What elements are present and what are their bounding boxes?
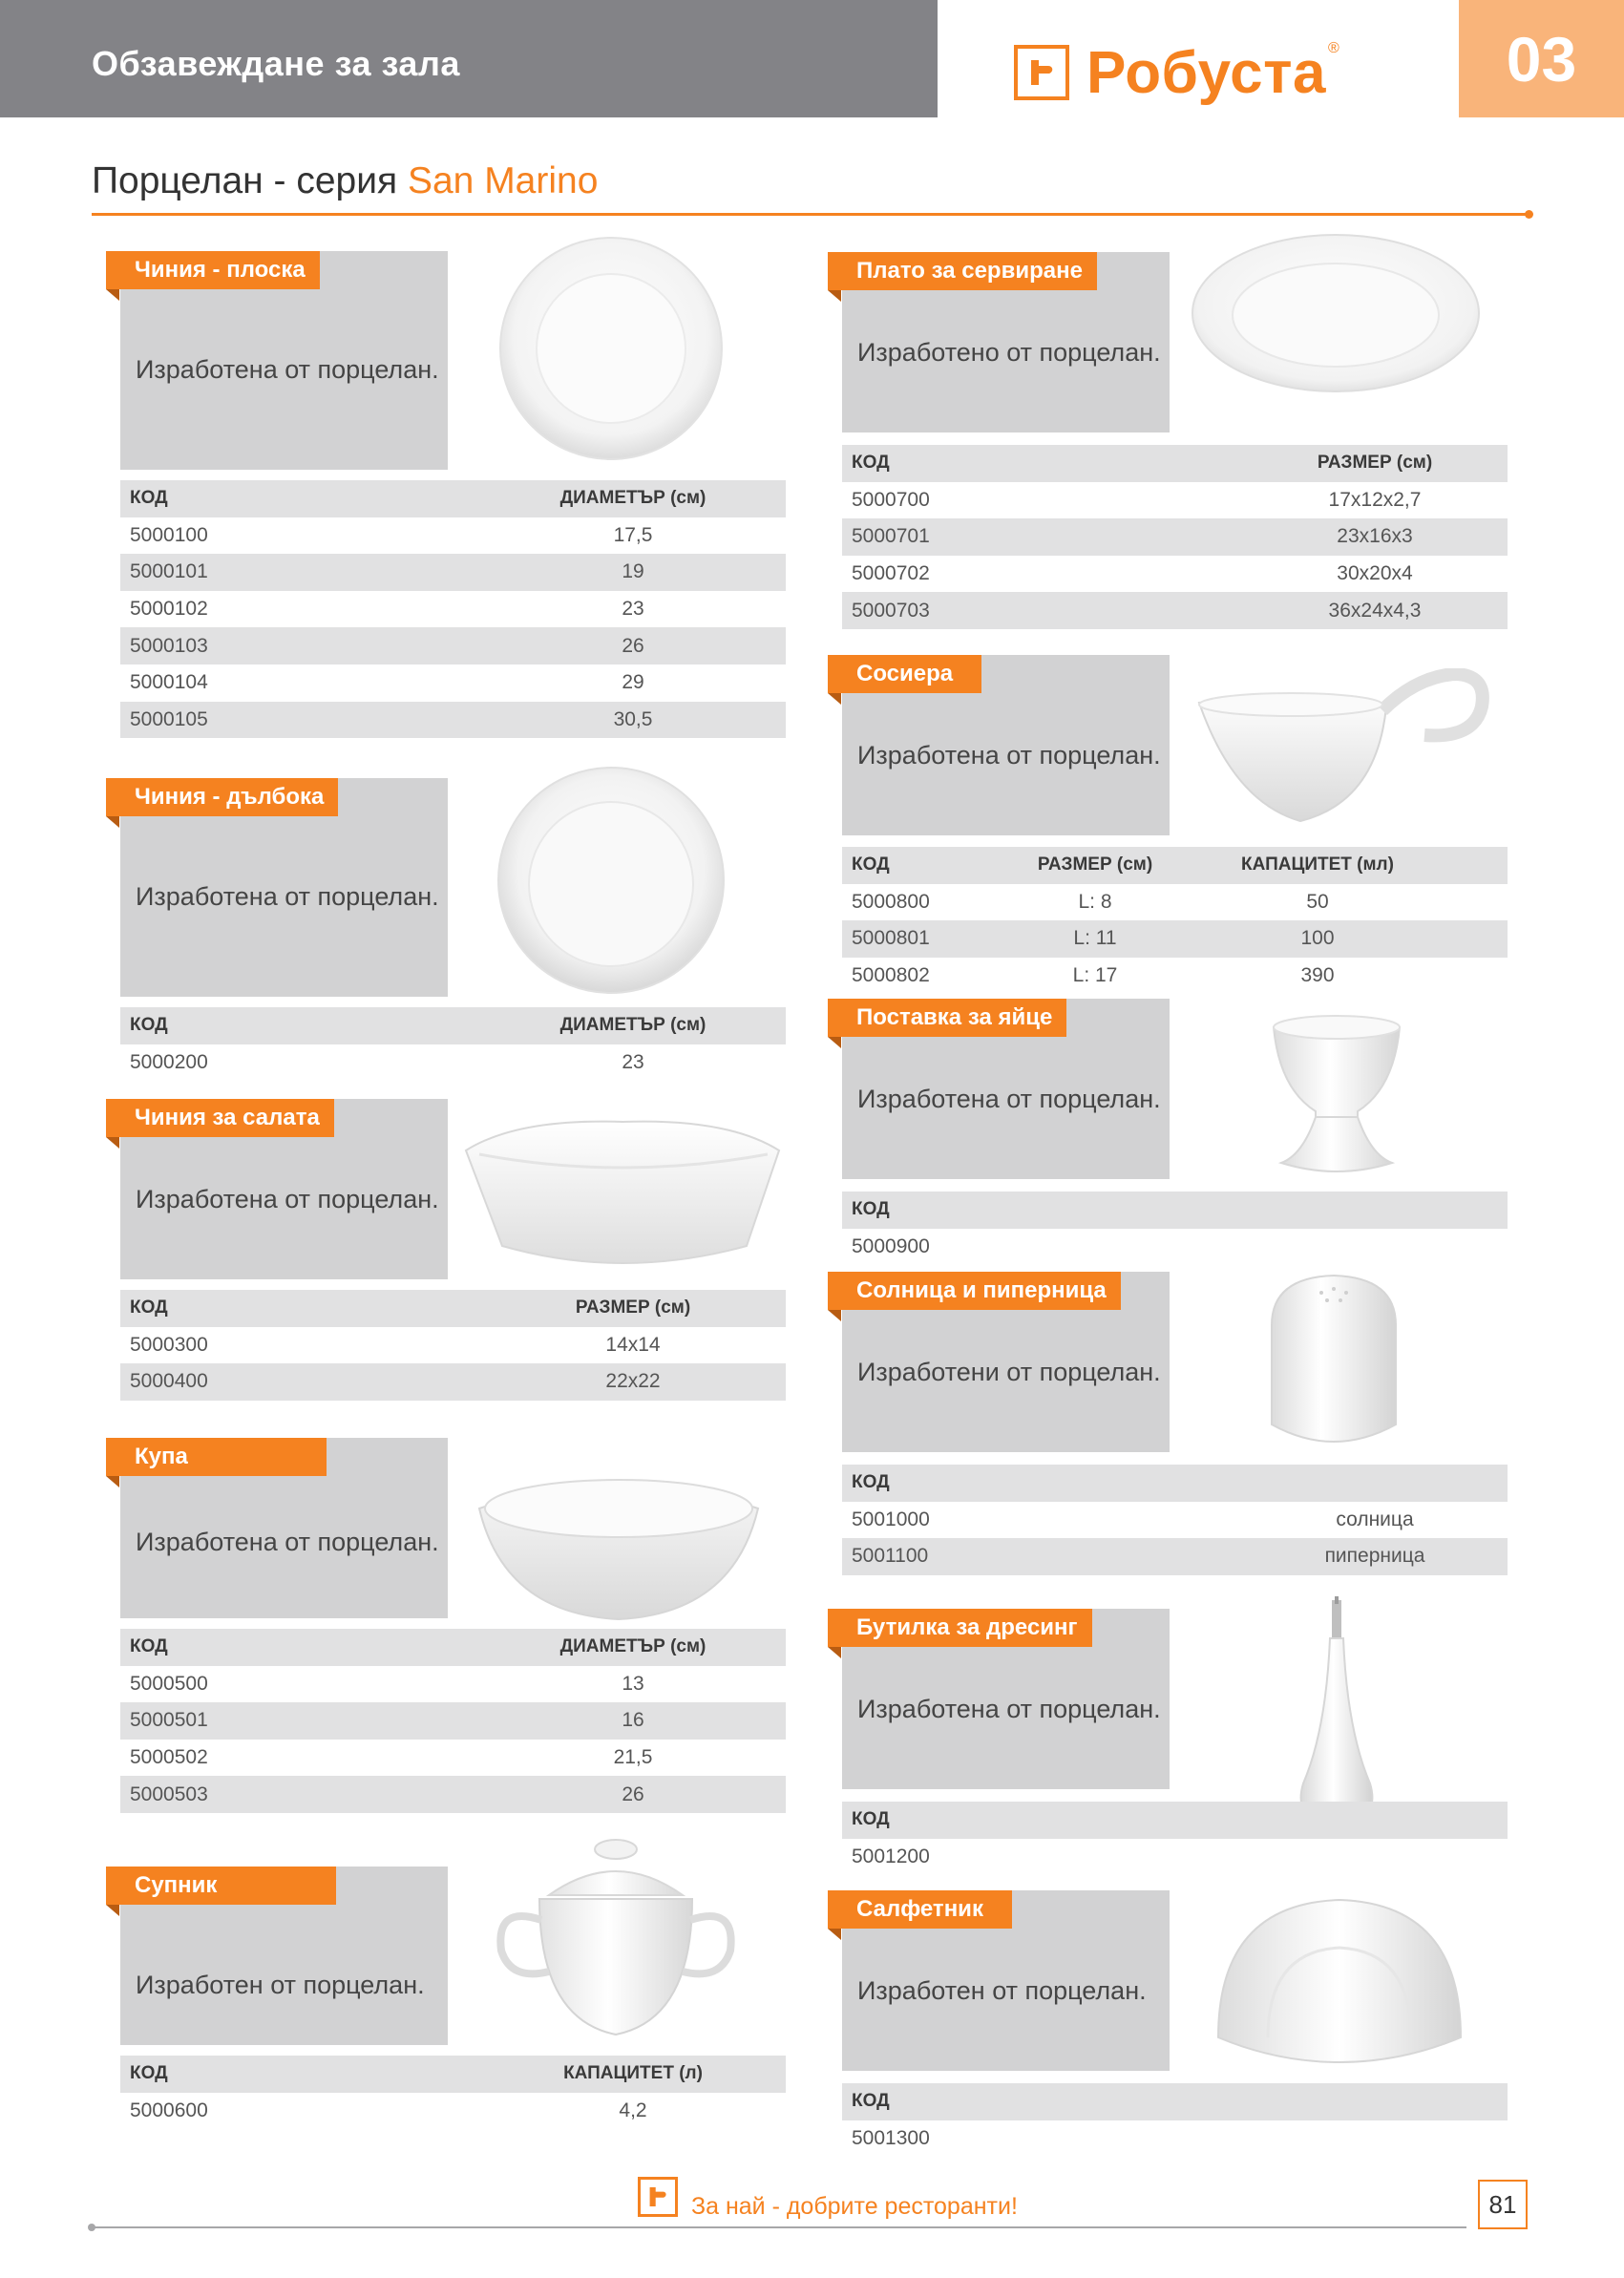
brand-name: Робуста [1086, 39, 1326, 106]
table-row [120, 1702, 786, 1740]
table-cell: 5000701 [852, 525, 930, 548]
column-header: КОД [852, 1809, 890, 1830]
table-row [120, 1740, 786, 1777]
product-table-napkin-holder [842, 2083, 1508, 2157]
table-cell: 26 [622, 634, 644, 657]
product-title-platter: Плато за сервиране [828, 252, 1097, 290]
table-header [842, 1192, 1508, 1229]
product-table-flat-plate [120, 480, 786, 738]
column-header: ДИАМЕТЪР (см) [559, 488, 707, 509]
table-cell: 5000101 [130, 560, 208, 583]
product-table-deep-plate [120, 1007, 786, 1081]
product-table-salad-plate [120, 1290, 786, 1401]
product-table-dressing-bottle [842, 1802, 1508, 1875]
table-cell: 100 [1300, 927, 1335, 950]
table-cell: 5000700 [852, 488, 930, 511]
product-table-platter [842, 445, 1508, 629]
table-cell: 23 [622, 598, 644, 621]
table-cell: 50 [1306, 890, 1329, 913]
table-cell: L: 17 [1072, 964, 1118, 987]
column-header: КОД [130, 1636, 168, 1657]
footer-logo-icon [638, 2177, 678, 2217]
product-title-flat-plate: Чиния - плоска [106, 251, 320, 289]
column-header: КОД [852, 1472, 890, 1493]
product-title-sauce-boat: Сосиера [828, 655, 981, 693]
table-cell: 36x24x4,3 [1328, 599, 1422, 622]
table-cell: 30,5 [613, 707, 653, 730]
table-header [842, 1465, 1508, 1502]
table-row [842, 518, 1508, 556]
table-cell: 5000900 [852, 1234, 930, 1257]
table-cell: солница [1336, 1508, 1414, 1530]
title-divider [92, 213, 1528, 216]
product-description: Изработена от порцелан. [136, 882, 439, 911]
product-description: Изработен от порцелан. [857, 1976, 1147, 2005]
table-cell: 17x12x2,7 [1328, 488, 1422, 511]
table-cell: 5000100 [130, 523, 208, 546]
table-cell: 5000102 [130, 598, 208, 621]
table-cell: 5000300 [130, 1333, 208, 1356]
table-row [120, 2093, 786, 2130]
product-description: Изработени от порцелан. [857, 1358, 1161, 1386]
table-cell: 5000800 [852, 890, 930, 913]
column-header: КОД [852, 453, 890, 474]
product-description: Изработена от порцелан. [136, 1528, 439, 1556]
table-cell: 5000104 [130, 671, 208, 694]
table-cell: 5000200 [130, 1050, 208, 1073]
salad-plate-image [460, 1112, 785, 1275]
table-cell: 26 [622, 1782, 644, 1805]
table-row [842, 1229, 1508, 1266]
column-header: КОД [852, 1199, 890, 1220]
table-row [120, 1044, 786, 1082]
table-cell: 22x22 [605, 1370, 661, 1393]
page-title-series: San Marino [407, 160, 599, 201]
table-header [842, 1802, 1508, 1839]
platter-image [1190, 231, 1482, 395]
table-cell: 29 [622, 671, 644, 694]
table-row [842, 1502, 1508, 1539]
table-cell: L: 11 [1073, 927, 1117, 950]
bowl-image [475, 1470, 762, 1623]
column-header: РАЗМЕР (см) [1317, 453, 1433, 474]
column-header: КОД [130, 1297, 168, 1318]
product-description: Изработена от порцелан. [857, 741, 1161, 770]
brand-mark-icon [1014, 45, 1069, 100]
table-row [120, 517, 786, 555]
page-title-prefix: Порцелан - серия [92, 160, 408, 201]
product-title-dressing-bottle: Бутилка за дресинг [828, 1609, 1092, 1647]
table-header [120, 2056, 786, 2093]
table-row [120, 664, 786, 702]
table-cell: 5000600 [130, 2099, 208, 2121]
product-table-sauce-boat [842, 847, 1508, 994]
table-cell: 14x14 [605, 1333, 661, 1356]
table-header [120, 1007, 786, 1044]
table-row [120, 591, 786, 628]
column-header: ДИАМЕТЪР (см) [559, 1636, 707, 1657]
table-cell: 30x20x4 [1337, 562, 1413, 585]
product-table-tureen [120, 2056, 786, 2129]
page-title [92, 160, 598, 202]
product-description: Изработена от порцелан. [136, 355, 439, 384]
table-header [842, 847, 1508, 884]
product-title-deep-plate: Чиния - дълбока [106, 778, 338, 816]
table-cell: 5000802 [852, 964, 930, 987]
section-title: Обзавеждане за зала [92, 44, 460, 83]
table-row [120, 1363, 786, 1401]
product-description: Изработено от порцелан. [857, 338, 1161, 367]
table-cell: 23x16x3 [1337, 525, 1413, 548]
flat-plate-image [496, 234, 726, 463]
deep-plate-image [495, 764, 728, 997]
column-header: КАПАЦИТЕТ (мл) [1241, 854, 1394, 875]
product-title-bowl: Купа [106, 1438, 327, 1476]
table-cell: 5000105 [130, 707, 208, 730]
brand-registered-mark: ® [1327, 40, 1339, 56]
egg-cup-image [1268, 1012, 1405, 1176]
table-row [120, 627, 786, 664]
table-row [842, 2120, 1508, 2158]
table-cell: 5000502 [130, 1746, 208, 1769]
footer-divider [92, 2226, 1466, 2228]
tureen-image [482, 1838, 749, 2048]
table-row [842, 556, 1508, 593]
table-row [842, 958, 1508, 995]
product-title-tureen: Супник [106, 1867, 336, 1905]
table-cell: 5000500 [130, 1672, 208, 1695]
table-row [842, 592, 1508, 629]
dressing-bottle-image [1294, 1596, 1380, 1831]
footer-slogan: За най - добрите ресторанти! [691, 2193, 1018, 2220]
table-header [120, 1290, 786, 1327]
table-cell: 5000801 [852, 927, 930, 950]
table-header [842, 2083, 1508, 2120]
product-title-salt-pepper: Солница и пиперница [828, 1272, 1121, 1310]
column-header: КАПАЦИТЕТ (л) [563, 2063, 703, 2084]
table-cell: 5000702 [852, 562, 930, 585]
column-header: КОД [852, 854, 890, 875]
table-cell: 19 [622, 560, 644, 583]
table-cell: 16 [622, 1709, 644, 1732]
column-header: КОД [130, 2063, 168, 2084]
salt-shaker-image [1262, 1272, 1405, 1457]
table-cell: 5001300 [852, 2126, 930, 2149]
table-row [120, 554, 786, 591]
table-cell: 5001100 [852, 1545, 929, 1568]
table-row [842, 884, 1508, 921]
product-table-bowl [120, 1629, 786, 1813]
column-header: РАЗМЕР (см) [1037, 854, 1153, 875]
table-cell: 23 [622, 1050, 644, 1073]
table-row [842, 1839, 1508, 1876]
column-header: РАЗМЕР (см) [575, 1297, 691, 1318]
product-table-egg-cup [842, 1192, 1508, 1265]
table-cell: 17,5 [613, 523, 653, 546]
column-header: КОД [130, 488, 168, 509]
table-cell: 13 [622, 1672, 644, 1695]
table-cell: 5000501 [130, 1709, 208, 1732]
column-header: КОД [852, 2091, 890, 2112]
table-cell: 21,5 [613, 1746, 653, 1769]
product-title-egg-cup: Поставка за яйце [828, 999, 1066, 1037]
table-cell: 5000103 [130, 634, 208, 657]
page-number: 81 [1478, 2180, 1528, 2229]
table-row [120, 1666, 786, 1703]
table-cell: 5001000 [852, 1508, 930, 1530]
table-row [842, 920, 1508, 958]
column-header: ДИАМЕТЪР (см) [559, 1015, 707, 1036]
chapter-number: 03 [1459, 0, 1624, 117]
table-row [842, 1538, 1508, 1575]
table-row [120, 1327, 786, 1364]
table-header [120, 1629, 786, 1666]
product-description: Изработена от порцелан. [857, 1085, 1161, 1113]
table-cell: 5000503 [130, 1782, 208, 1805]
table-cell: 5000400 [130, 1370, 208, 1393]
product-table-salt-pepper [842, 1465, 1508, 1575]
table-cell: L: 8 [1078, 890, 1112, 913]
table-row [120, 1776, 786, 1813]
brand-logo [1014, 38, 1339, 107]
product-description: Изработена от порцелан. [136, 1185, 439, 1213]
table-cell: 4,2 [619, 2099, 647, 2121]
napkin-holder-image [1211, 1894, 1468, 2066]
table-cell: 5001200 [852, 1845, 930, 1867]
table-cell: пиперница [1324, 1545, 1425, 1568]
product-title-salad-plate: Чиния за салата [106, 1099, 334, 1137]
table-cell: 5000703 [852, 599, 930, 622]
table-cell: 390 [1300, 964, 1335, 987]
table-header [842, 445, 1508, 482]
table-row [842, 482, 1508, 519]
sauce-boat-image [1195, 668, 1491, 831]
product-title-napkin-holder: Салфетник [828, 1890, 1012, 1929]
table-header [120, 480, 786, 517]
product-description: Изработен от порцелан. [136, 1971, 425, 1999]
table-row [120, 702, 786, 739]
product-description: Изработена от порцелан. [857, 1695, 1161, 1723]
column-header: КОД [130, 1015, 168, 1036]
